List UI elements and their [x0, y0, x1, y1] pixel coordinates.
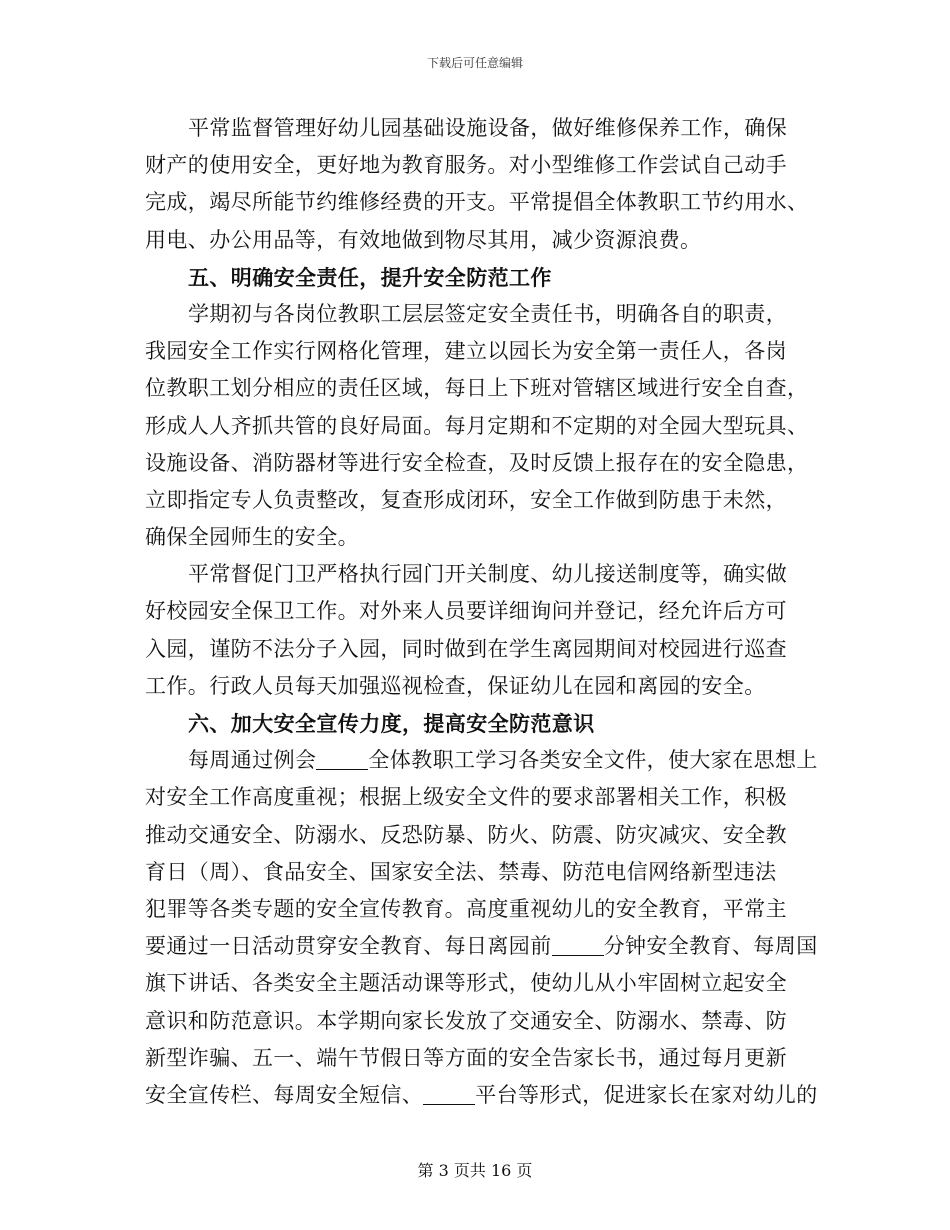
text-line: 入园，谨防不法分子入园，同时做到在学生离园期间对校园进行巡查 — [145, 636, 787, 661]
text-line: 形成人人齐抓共管的良好局面。每月定期和不定期的对全园大型玩具、 — [145, 413, 809, 438]
text-line: 平常督促门卫严格执行园门开关制度、幼儿接送制度等，确实做 — [188, 562, 788, 587]
text-line: 新型诈骗、五一、端午节假日等方面的安全告家长书，通过每月更新 — [145, 1045, 787, 1070]
text-line: 学期初与各岗位教职工层层签定安全责任书，明确各自的职责， — [188, 301, 788, 326]
body-paragraph — [145, 110, 815, 259]
document-body — [145, 110, 818, 1114]
page-footer: 第 3 页共 16 页 — [417, 1161, 533, 1180]
text-line: 工作。行政人员每天加强巡视检查，保证幼儿在园和离园的安全。 — [145, 673, 766, 698]
text-segment: 每周通过例会 — [188, 748, 317, 773]
text-line: 犯罪等各类专题的安全宣传教育。高度重视幼儿的安全教育，平常主 — [145, 896, 787, 921]
heading-text: 五、明确安全责任，提升安全防范工作 — [188, 264, 552, 290]
body-paragraph — [145, 742, 818, 1114]
text-line: 完成，竭尽所能节约维修经费的开支。平常提倡全体教职工节约用水、 — [145, 190, 809, 215]
body-paragraph — [145, 296, 815, 556]
heading-text: 六、加大安全宣传力度，提高安全防范意识 — [188, 711, 595, 736]
text-line: 设施设备、消防器材等进行安全检查，及时反馈上报存在的安全隐患， — [145, 450, 809, 475]
text-line — [145, 1077, 818, 1114]
section-heading — [145, 705, 815, 742]
fill-in-blank — [316, 747, 368, 770]
text-line: 旗下讲话、各类安全主题活动课等形式，使幼儿从小牢固树立起安全 — [145, 971, 787, 996]
text-line: 对安全工作高度重视；根据上级安全文件的要求部署相关工作，积极 — [145, 785, 787, 810]
fill-in-blank — [423, 1082, 475, 1105]
text-line: 我园安全工作实行网格化管理，建立以园长为安全第一责任人，各岗 — [145, 339, 787, 364]
text-line: 确保全园师生的安全。 — [145, 525, 359, 550]
text-line: 立即指定专人负责整改，复查形成闭环，安全工作做到防患于未然， — [145, 487, 787, 512]
text-line: 平常监督管理好幼儿园基础设施设备，做好维修保养工作，确保 — [188, 116, 788, 140]
text-line: 财产的使用安全，更好地为教育服务。对小型维修工作尝试自己动手 — [145, 153, 787, 178]
text-line: 推动交通安全、防溺水、反恐防暴、防火、防震、防灾减灾、安全教 — [145, 822, 787, 847]
text-line: 用电、办公用品等，有效地做到物尽其用，减少资源浪费。 — [145, 227, 702, 252]
text-segment: 分钟安全教育、每周国 — [603, 934, 818, 959]
text-segment: 要通过一日活动贯穿安全教育、每日离园前 — [145, 934, 552, 959]
text-line: 意识和防范意识。本学期向家长发放了交通安全、防溺水、禁毒、防 — [145, 1008, 787, 1033]
text-line: 位教职工划分相应的责任区域，每日上下班对管辖区域进行安全自查， — [145, 376, 809, 401]
section-heading — [145, 259, 815, 296]
text-line — [145, 928, 818, 965]
text-line: 好校园安全保卫工作。对外来人员要详细询问并登记，经允许后方可 — [145, 599, 787, 624]
text-segment: 全体教职工学习各类安全文件，使大家在思想上 — [368, 748, 818, 773]
page-header: 下载后可任意编辑 — [426, 56, 523, 70]
text-line: 育日（周）、食品安全、国家安全法、禁毒、防范电信网络新型违法 — [145, 859, 777, 884]
text-segment: 平台等形式，促进家长在家对幼儿的 — [475, 1082, 818, 1107]
text-segment: 安全宣传栏、每周安全短信、 — [145, 1082, 424, 1107]
text-line — [145, 742, 818, 779]
body-paragraph — [145, 556, 815, 705]
fill-in-blank — [552, 933, 604, 956]
